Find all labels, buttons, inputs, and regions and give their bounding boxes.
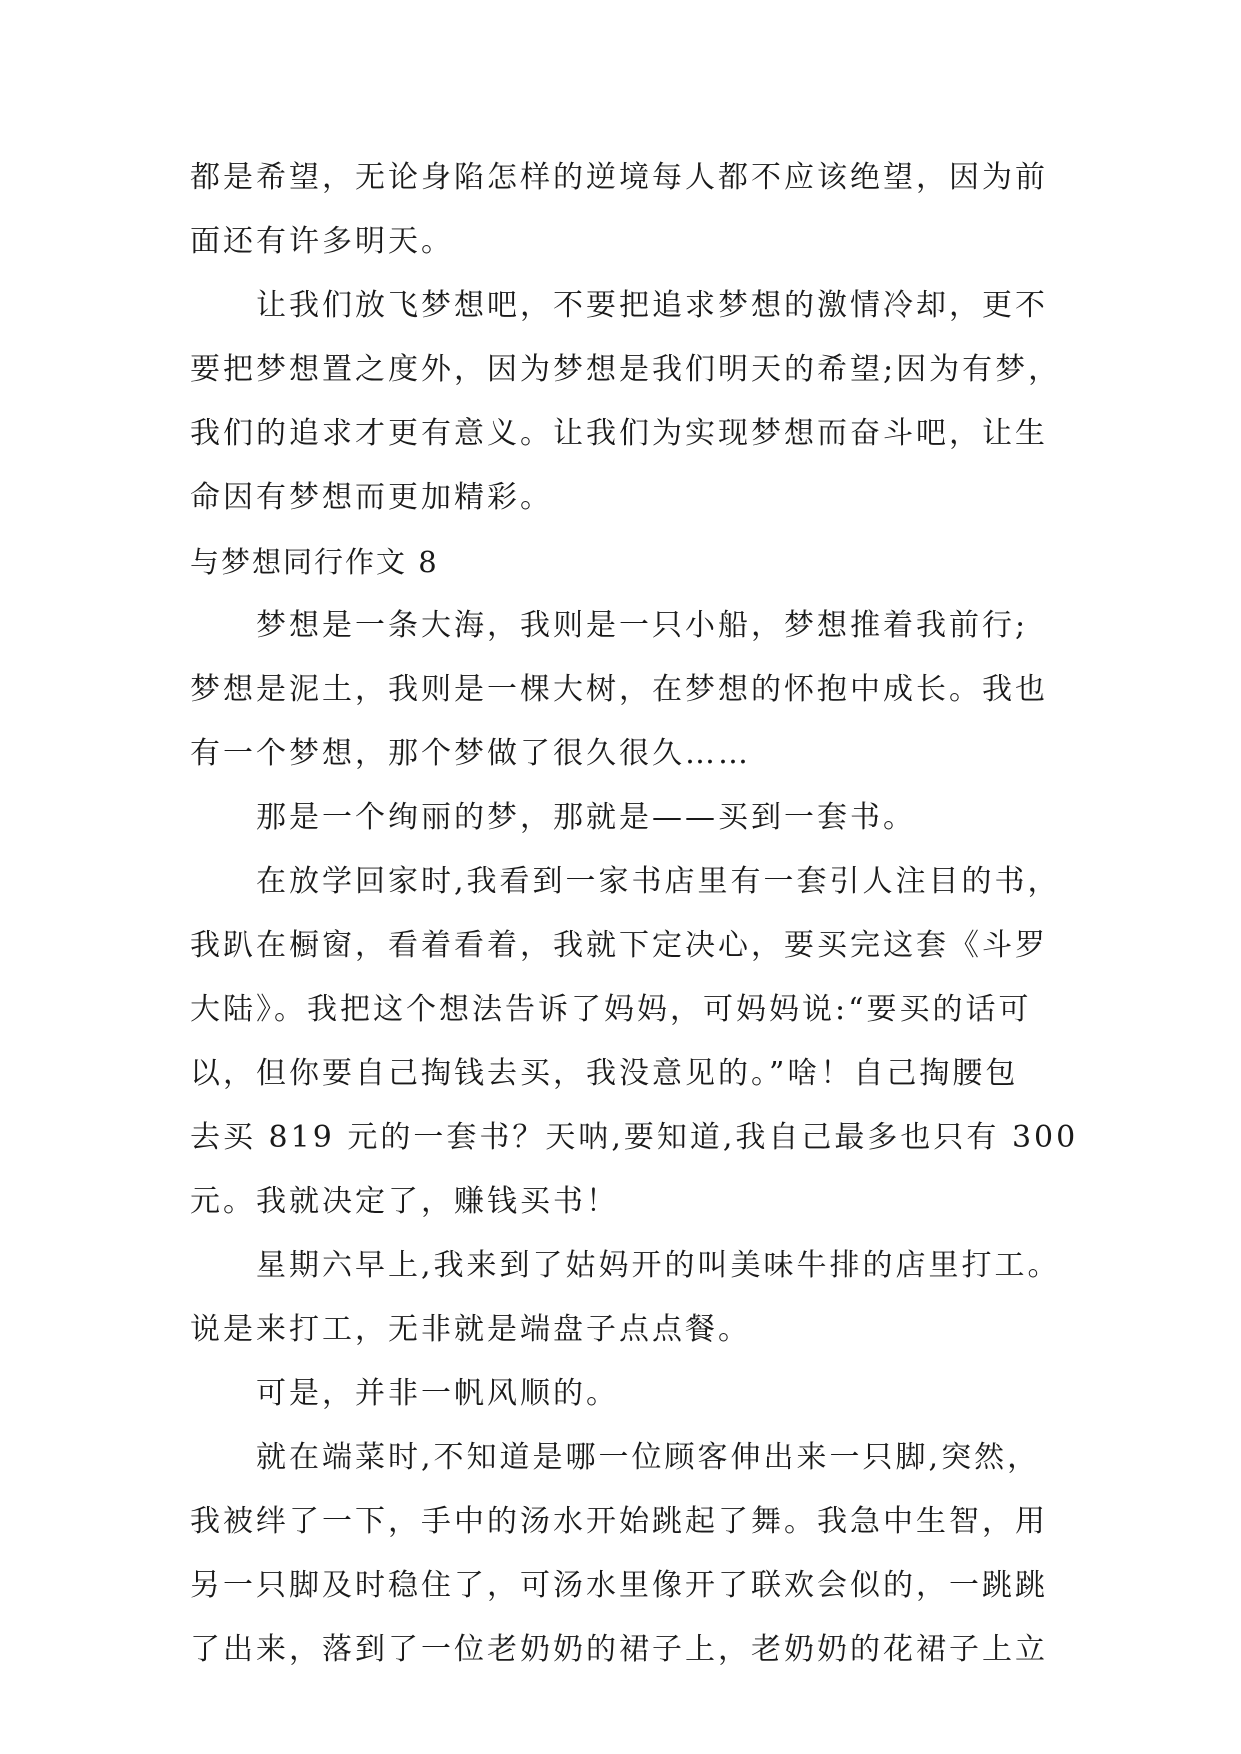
paragraph-start-line: 那是一个绚丽的梦，那就是——买到一套书。	[256, 800, 916, 835]
section-heading: 与梦想同行作文 8	[190, 545, 439, 579]
text-line: 我趴在橱窗，看着看着，我就下定决心，要买完这套《斗罗	[190, 928, 1048, 963]
text-line: 我们的追求才更有意义。让我们为实现梦想而奋斗吧，让生	[190, 416, 1048, 451]
paragraph-start-line: 在放学回家时,我看到一家书店里有一套引人注目的书，	[256, 864, 1061, 899]
text-line: 面还有许多明天。	[190, 224, 454, 259]
paragraph-start-line: 可是，并非一帆风顺的。	[256, 1376, 619, 1411]
text-line: 以，但你要自己掏钱去买，我没意见的。”啥！自己掏腰包	[190, 1056, 1019, 1091]
text-line: 我被绊了一下，手中的汤水开始跳起了舞。我急中生智，用	[190, 1504, 1048, 1539]
paragraph-start-line: 星期六早上,我来到了姑妈开的叫美味牛排的店里打工。	[256, 1248, 1061, 1283]
text-line: 说是来打工，无非就是端盘子点点餐。	[190, 1312, 751, 1347]
text-line: 元。我就决定了，赚钱买书！	[190, 1184, 619, 1219]
paragraph-start-line: 梦想是一条大海，我则是一只小船，梦想推着我前行;	[256, 608, 1029, 643]
text-line: 大陆》。我把这个想法告诉了妈妈，可妈妈说:“要买的话可	[190, 992, 1032, 1027]
text-line: 要把梦想置之度外，因为梦想是我们明天的希望;因为有梦，	[190, 352, 1062, 387]
text-line: 有一个梦想，那个梦做了很久很久……	[190, 736, 751, 771]
paragraph-start-line: 就在端菜时,不知道是哪一位顾客伸出来一只脚,突然，	[256, 1440, 1041, 1475]
document-page	[190, 146, 1079, 1682]
paragraph-start-line: 让我们放飞梦想吧，不要把追求梦想的激情冷却，更不	[256, 288, 1048, 323]
text-line: 命因有梦想而更加精彩。	[190, 480, 553, 515]
text-line: 去买 819 元的一套书？天呐,要知道,我自己最多也只有 300	[190, 1120, 1079, 1155]
text-line: 都是希望，无论身陷怎样的逆境每人都不应该绝望，因为前	[190, 160, 1048, 195]
text-line: 了出来，落到了一位老奶奶的裙子上，老奶奶的花裙子上立	[190, 1632, 1048, 1667]
text-line: 梦想是泥土，我则是一棵大树，在梦想的怀抱中成长。我也	[190, 672, 1048, 707]
text-line: 另一只脚及时稳住了，可汤水里像开了联欢会似的，一跳跳	[190, 1568, 1048, 1603]
